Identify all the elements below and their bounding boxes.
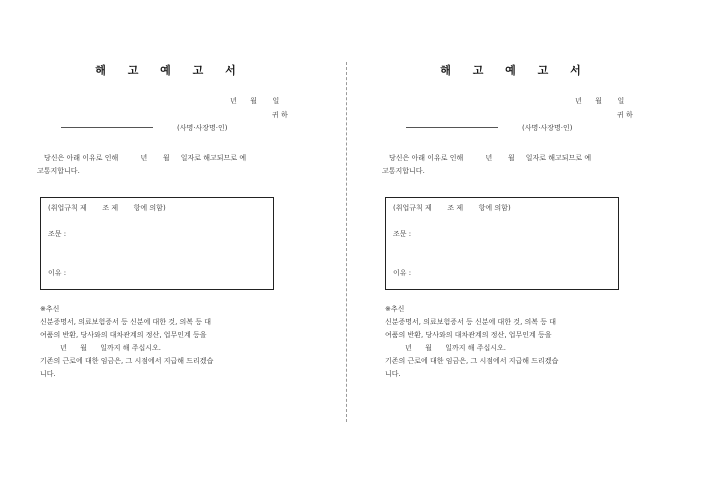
note-line: 년 월 일까지 해 주십시오. [40, 344, 162, 352]
signature-line [406, 127, 498, 128]
note-line: 기존의 근로에 대한 임금은, 그 시점에서 지급해 드리겠습 [385, 357, 559, 365]
body-line-1: 당신은 아래 이유로 인해 년 월 일자로 해고되므로 예 [44, 154, 247, 162]
reason-box [385, 197, 619, 290]
postscript-notes [40, 303, 280, 381]
note-line: 년 월 일까지 해 주십시오. [385, 344, 507, 352]
notice-title: 해 고 예 고 서 [440, 64, 590, 77]
addressee-label: 귀 하 [617, 111, 633, 119]
signature-label: (사명·사장명·인) [522, 124, 573, 132]
notice-left [0, 0, 340, 504]
reason-box [40, 197, 274, 290]
reason-label: 이유 : [393, 269, 412, 277]
note-line: ※추신 [40, 305, 60, 313]
box-header: (취업규칙 제 조 제 항에 의함) [393, 204, 511, 212]
date-line: 년 월 일 [230, 97, 280, 105]
article-label: 조문 : [393, 230, 412, 238]
note-line: 기존의 근로에 대한 임금은, 그 시점에서 지급해 드리겠습 [40, 357, 214, 365]
addressee-label: 귀 하 [272, 111, 288, 119]
note-line: 여품의 반환, 당사와의 대차관계의 정산, 업무인계 등을 [385, 331, 552, 339]
body-line-1: 당신은 아래 이유로 인해 년 월 일자로 해고되므로 예 [389, 154, 592, 162]
postscript-notes [385, 303, 625, 381]
notice-right [345, 0, 685, 504]
signature-line [61, 127, 153, 128]
notice-title: 해 고 예 고 서 [95, 64, 245, 77]
note-line: 니다. [385, 370, 401, 378]
note-line: 니다. [40, 370, 56, 378]
note-line: ※추신 [385, 305, 405, 313]
note-line: 신분증명서, 의료보험증서 등 신분에 대한 것, 의복 등 대 [40, 318, 212, 326]
article-label: 조문 : [48, 230, 67, 238]
body-line-2: 고통지합니다. [382, 167, 425, 175]
note-line: 신분증명서, 의료보험증서 등 신분에 대한 것, 의복 등 대 [385, 318, 557, 326]
note-line: 여품의 반환, 당사와의 대차관계의 정산, 업무인계 등을 [40, 331, 207, 339]
signature-label: (사명·사장명·인) [177, 124, 228, 132]
date-line: 년 월 일 [575, 97, 625, 105]
body-line-2: 고통지합니다. [37, 167, 80, 175]
box-header: (취업규칙 제 조 제 항에 의함) [48, 204, 166, 212]
reason-label: 이유 : [48, 269, 67, 277]
